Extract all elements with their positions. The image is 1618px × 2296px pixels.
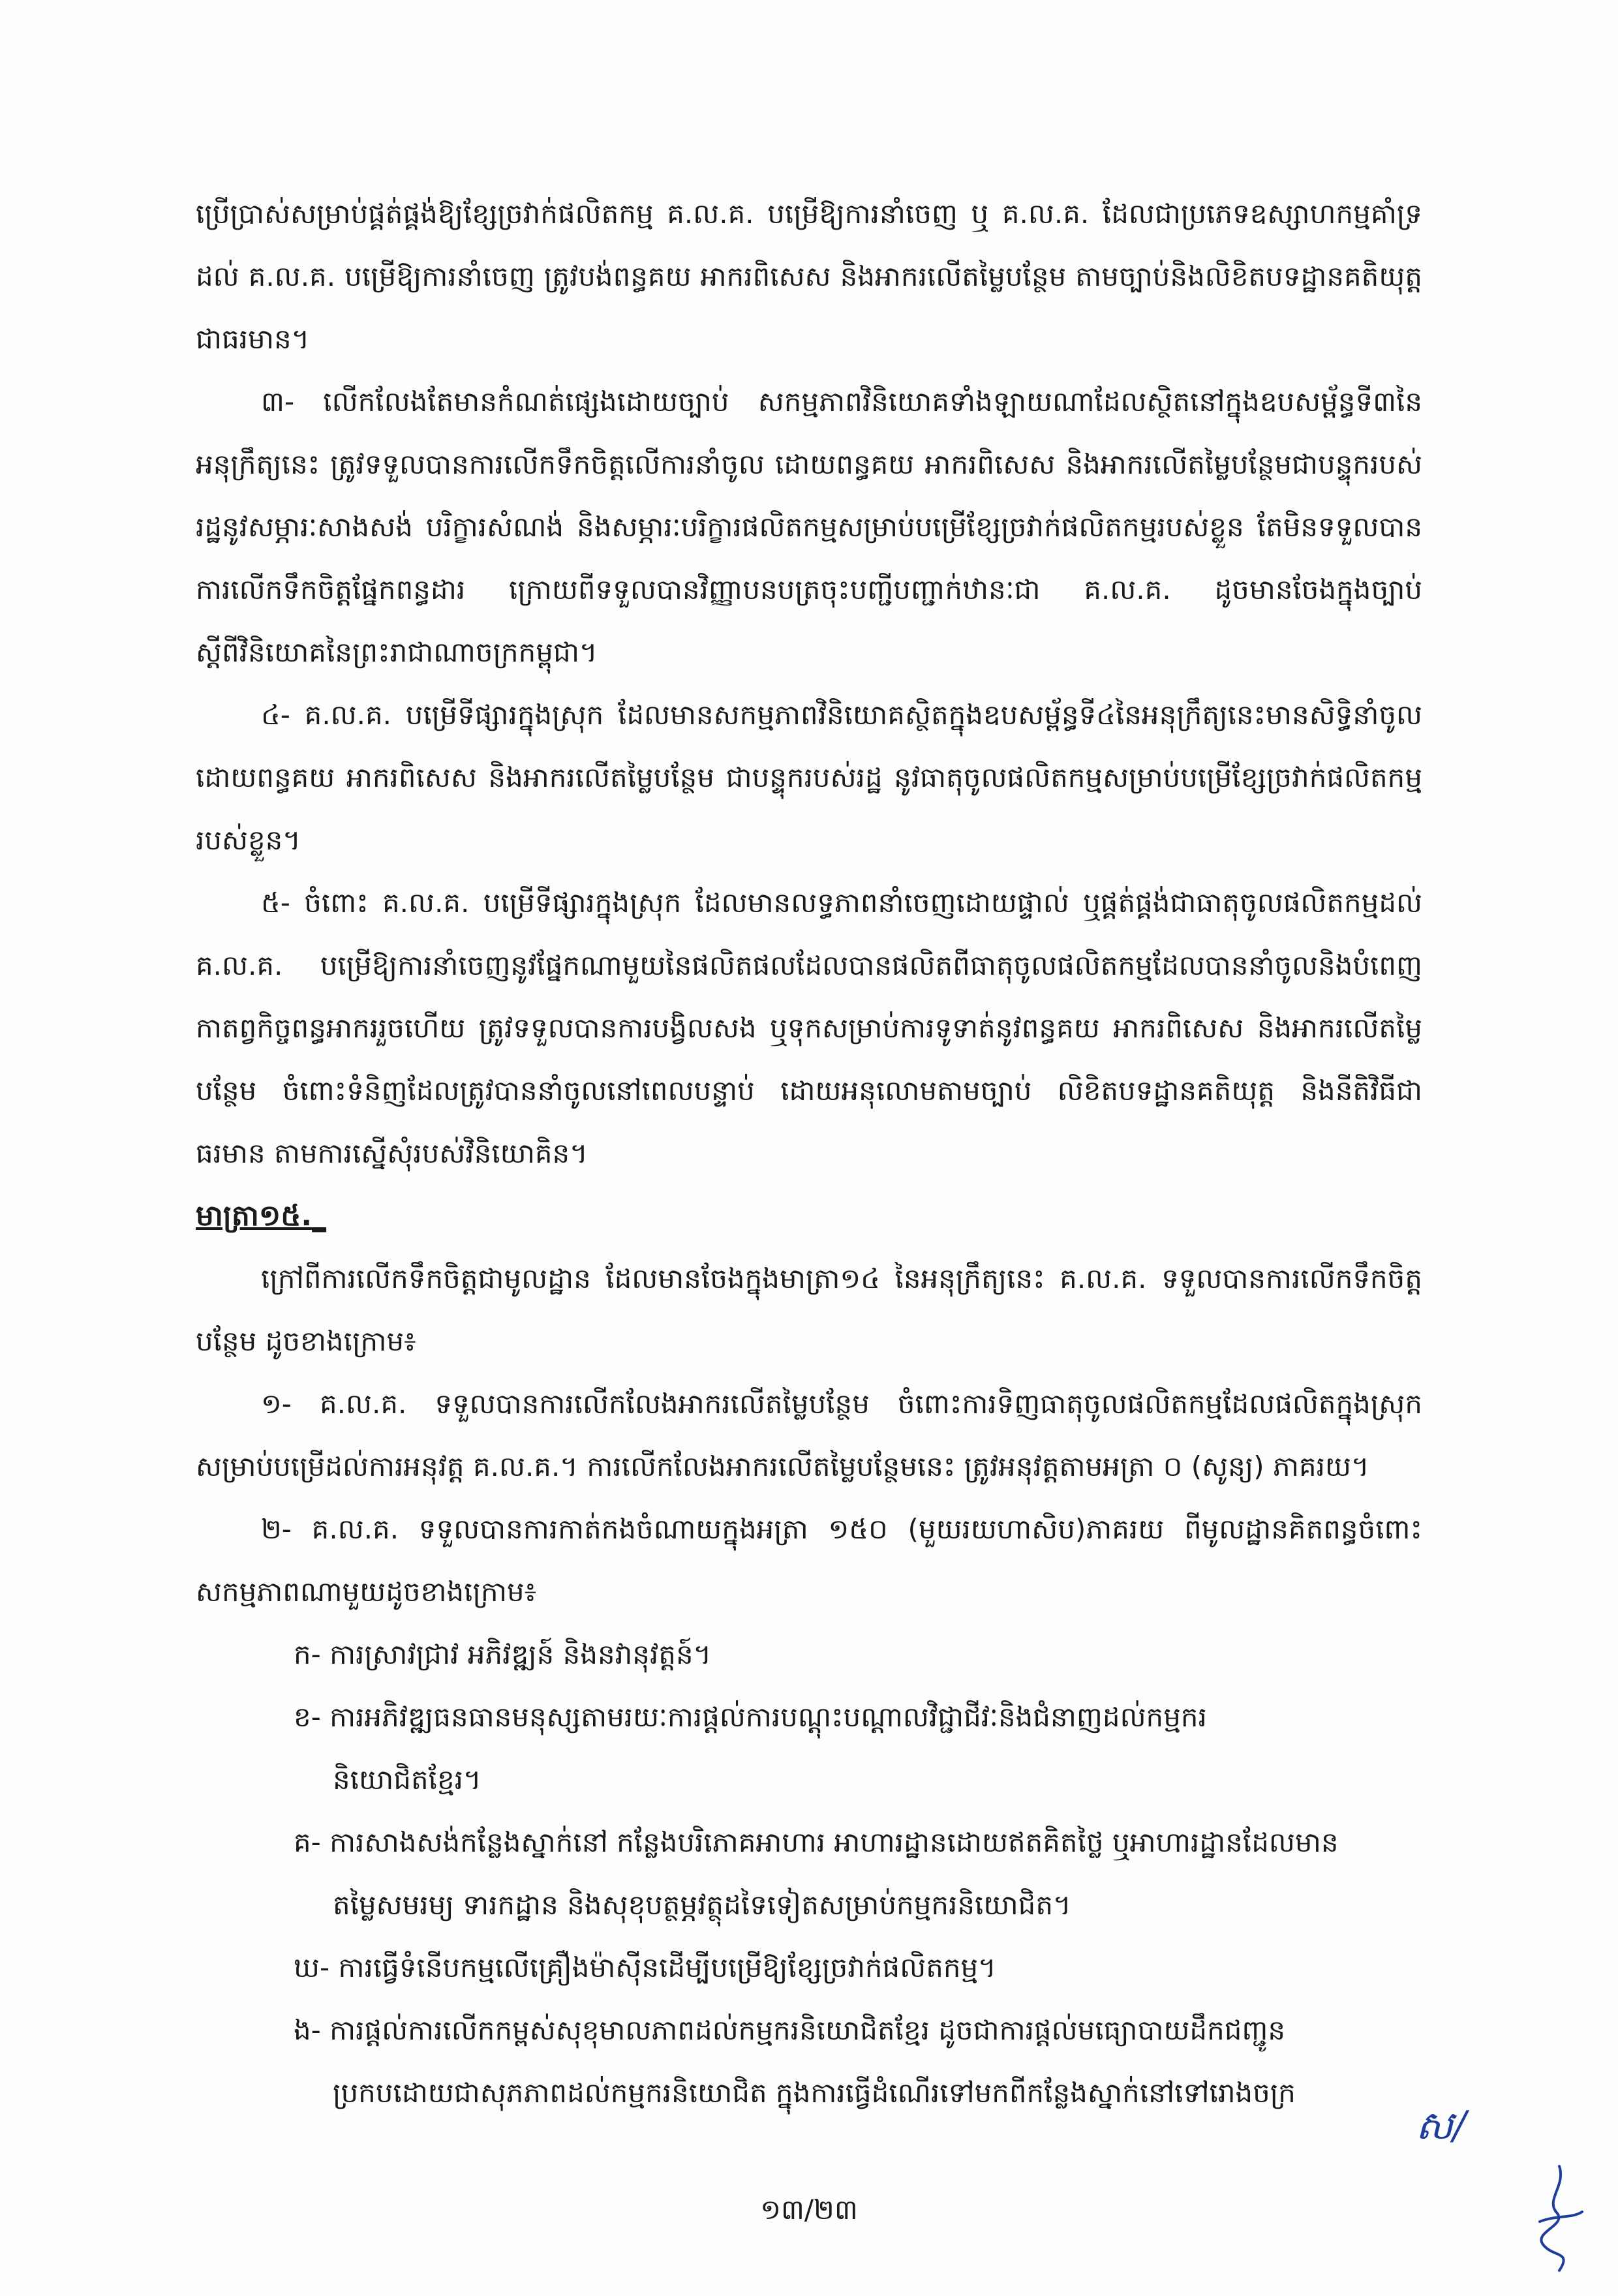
article-item-1: ១- គ.ល.គ. ទទួលបានការលើកលែងអាករលើតម្លៃបន្ថែម ចំពោះការទិញធាតុចូលផលិតកម្មដែលផលិតក្នុងស្រុកសម្រាប់បម្រើដល់ការអនុវត្ត គ.ល.គ.។ ការលើកលែងអាករលើតម្លៃបន្ថែមនេះ ត្រូវអនុវត្តតាមអត្រា ០ (សូន្យ) ភាគរយ។: [196, 1388, 1422, 1482]
handwritten-mark: ស/: [1416, 2103, 1467, 2149]
paragraph-item-4: ៤- គ.ល.គ. បម្រើទីផ្សារក្នុងស្រុក ដែលមានសកម្មភាពវិនិយោគស្ថិតក្នុងឧបសម្ព័ន្ធទី៤នៃអនុក្រឹត្យនេះមានសិទ្ធិនាំចូល ដោយពន្ធគយ អាករពិសេស និងអាករលើតម្លៃបន្ថែម ជាបន្ទុករបស់រដ្ឋ នូវធាតុចូលផលិតកម្មសម្រាប់បម្រើខ្សែច្រវាក់ផលិតកម្មរបស់ខ្លួន។: [196, 699, 1422, 856]
sub-item-ka: [196, 1623, 1422, 1686]
sub-item-continuation: តម្លៃសមរម្យ ទារកដ្ឋាន និងសុខុបត្ថម្ភវត្ថុដទៃទៀតសម្រាប់កម្មករនិយោជិត។: [333, 1889, 1071, 1921]
sub-item-text: ខ- ការអភិវឌ្ឍធនធានមនុស្សតាមរយៈការផ្តល់ការបណ្តុះបណ្តាលវិជ្ជាជីវៈនិងជំនាញដល់កម្មករ: [294, 1701, 1207, 1733]
sub-item-kho: [196, 1936, 1422, 1999]
paragraph-continuation: ប្រើប្រាស់សម្រាប់ផ្គត់ផ្គង់ឱ្យខ្សែច្រវាក់ផលិតកម្ម គ.ល.គ. បម្រើឱ្យការនាំចេញ ឬ គ.ល.គ. ដែលជាប្រភេទឧស្សាហកម្មគាំទ្រដល់ គ.ល.គ. បម្រើឱ្យការនាំចេញ ត្រូវបង់ពន្ធគយ អាករពិសេស និងអាករលើតម្លៃបន្ថែម តាមច្បាប់និងលិខិតបទដ្ឋានគតិយុត្តជាធរមាន។: [196, 198, 1422, 355]
sub-item-continuation: និយោជិតខ្មែរ។: [333, 1764, 481, 1796]
article-item-2: ២- គ.ល.គ. ទទួលបានការកាត់កងចំណាយក្នុងអត្រា ១៥០ (មួយរយហាសិប)ភាគរយ ពីមូលដ្ឋានគិតពន្ធចំពោះសកម្មភាពណាមួយដូចខាងក្រោម៖: [196, 1513, 1422, 1608]
sub-item-text: ឃ- ការធ្វើទំនើបកម្មលើគ្រឿងម៉ាស៊ីនដើម្បីបម្រើឱ្យខ្សែច្រវាក់ផលិតកម្ម។: [294, 1952, 996, 1983]
sub-item-text: គ- ការសាងសង់កន្លែងស្នាក់នៅ កន្លែងបរិភោគអាហារ អាហារដ្ឋានដោយឥតគិតថ្លៃ ឬអាហារដ្ឋានដែលមាន: [294, 1826, 1339, 1858]
sub-item-ngo: [196, 1999, 1422, 2124]
paragraph-item-3: ៣- លើកលែងតែមានកំណត់ផ្សេងដោយច្បាប់ សកម្មភាពវិនិយោគទាំងឡាយណាដែលស្ថិតនៅក្នុងឧបសម្ព័ន្ធទី៣នៃអនុក្រឹត្យនេះ ត្រូវទទួលបានការលើកទឹកចិត្តលើការនាំចូល ដោយពន្ធគយ អាករពិសេស និងអាករលើតម្លៃបន្ថែមជាបន្ទុករបស់រដ្ឋនូវសម្ភារៈសាងសង់ បរិក្ខារសំណង់ និងសម្ភារៈបរិក្ខារផលិតកម្មសម្រាប់បម្រើខ្សែច្រវាក់ផលិតកម្មរបស់ខ្លួន តែមិនទទួលបានការលើកទឹកចិត្តផ្នែកពន្ធដារ ក្រោយពីទទួលបានវិញ្ញាបនបត្រចុះបញ្ជីបញ្ជាក់ឋានៈជា គ.ល.គ. ដូចមានចែងក្នុងច្បាប់ស្តីពីវិនិយោគនៃព្រះរាជាណាចក្រកម្ពុជា។: [196, 386, 1422, 668]
sub-item-text: ក- ការស្រាវជ្រាវ អភិវឌ្ឍន៍ និងនវានុវត្តន៍។: [294, 1638, 712, 1670]
article-intro: ក្រៅពីការលើកទឹកចិត្តជាមូលដ្ឋាន ដែលមានចែងក្នុងមាត្រា១៤ នៃអនុក្រឹត្យនេះ គ.ល.គ. ទទួលបានការលើកទឹកចិត្តបន្ថែម ដូចខាងក្រោម៖: [196, 1263, 1422, 1357]
sub-item-ko: [196, 1811, 1422, 1936]
sub-item-kha: [196, 1686, 1422, 1811]
paragraph-item-5: ៥- ចំពោះ គ.ល.គ. បម្រើទីផ្សារក្នុងស្រុក ដែលមានលទ្ធភាពនាំចេញដោយផ្ទាល់ ឬផ្គត់ផ្គង់ជាធាតុចូលផលិតកម្មដល់ គ.ល.គ. បម្រើឱ្យការនាំចេញនូវផ្នែកណាមួយនៃផលិតផលដែលបានផលិតពីធាតុចូលផលិតកម្មដែលបាននាំចូលនិងបំពេញកាតព្វកិច្ចពន្ធអាកររួចហើយ ត្រូវទទួលបានការបង្វិលសង ឬទុកសម្រាប់ការទូទាត់នូវពន្ធគយ អាករពិសេស និងអាករលើតម្លៃបន្ថែម ចំពោះទំនិញដែលត្រូវបាននាំចូលនៅពេលបន្ទាប់ ដោយអនុលោមតាមច្បាប់ លិខិតបទដ្ឋានគតិយុត្ត និងនីតិវិធីជាធរមាន តាមការស្នើសុំរបស់វិនិយោគិន។: [196, 887, 1422, 1169]
sub-item-continuation: ប្រកបដោយជាសុភភាពដល់កម្មករនិយោជិត ក្នុងការធ្វើដំណើរទៅមកពីកន្លែងស្នាក់នៅទៅរោងចក្រ: [333, 2077, 1296, 2109]
initial-signature-icon: [1520, 2160, 1592, 2277]
document-body: [196, 183, 1422, 2124]
article-heading: មាត្រា១៥._: [196, 1199, 327, 1232]
sub-item-text: ង- ការផ្តល់ការលើកកម្ពស់សុខុមាលភាពដល់កម្មករនិយោជិតខ្មែរ ដូចជាការផ្តល់មធ្យោបាយដឹកជញ្ជូន: [294, 2014, 1286, 2046]
page-number: ១៣/២៣: [760, 2194, 858, 2226]
